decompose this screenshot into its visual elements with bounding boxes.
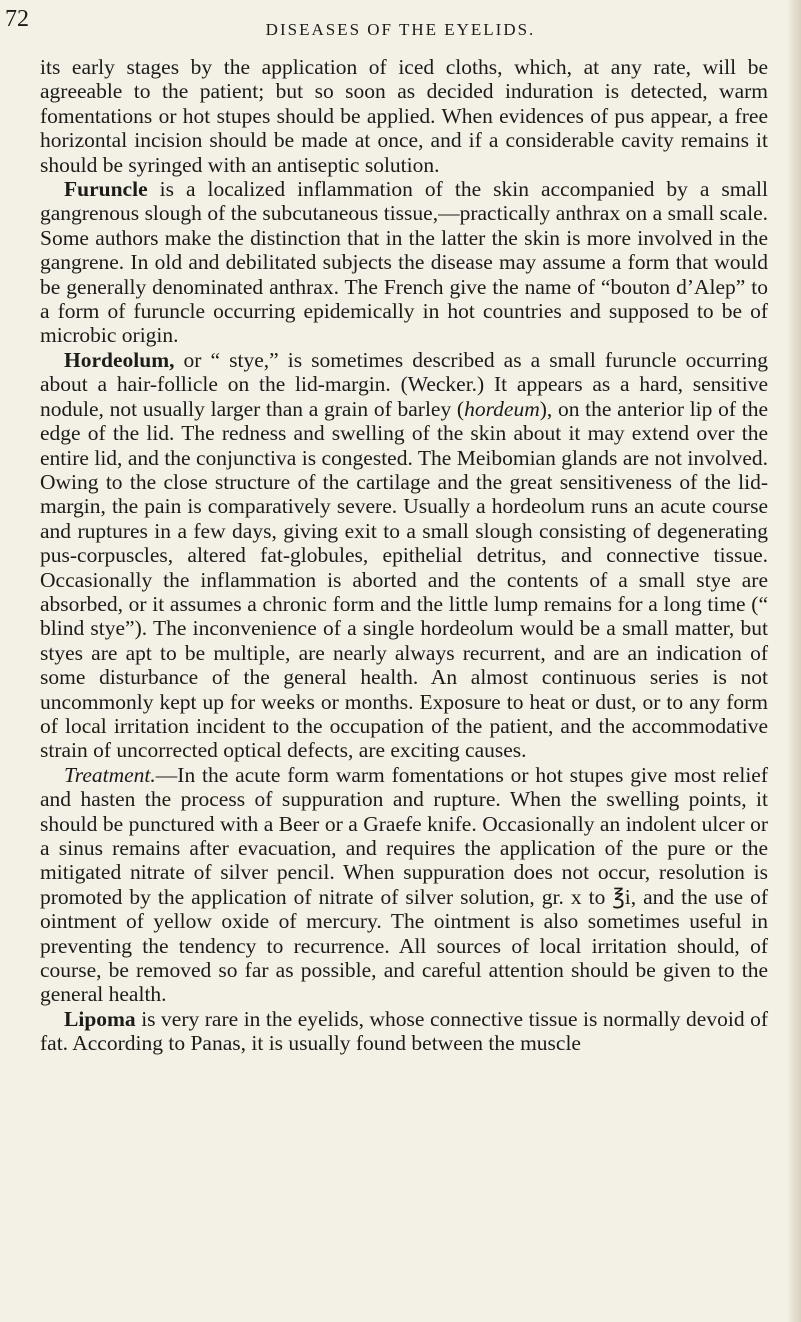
body-text (40, 55, 768, 1056)
running-head: DISEASES OF THE EYELIDS. (265, 20, 536, 39)
page-edge-shadow (787, 0, 801, 1322)
run-in-heading: Lipoma (64, 1006, 136, 1031)
paragraph-hordeolum (40, 348, 768, 763)
paragraph-furuncle (40, 177, 768, 348)
italic-heading: Treatment. (64, 762, 156, 787)
paragraph-text: —In the acute form warm fomentations or hot stupes give most relief and hasten the process of suppuration and rupture. When the swelling points, it should be punctured with a Beer or a Graefe knife. Occasionally an indolent ulcer or a sinus remains after evacuation, and requires the application of the pure or the mitigated nitrate of silver pencil. When suppuration does not occur, resolution is promoted by the application of nitrate of silver solution, gr. x to ℥i, and the use of ointment of yellow oxide of mercury. The ointment is also sometimes useful in preventing the tendency to recurrence. All sources of local irritation should, of course, be removed so far as possible, and careful attention should be given to the general health. (40, 762, 768, 1007)
run-in-heading: Hordeolum, (64, 347, 175, 372)
italic-term: hordeum (464, 396, 540, 421)
paragraph-text: or “ stye,” is sometimes described as a small furuncle occurring about a hair-follicle on the lid-margin. (Wecker.) It appears as a hard, sensitive nodule, not usually larger than a grain of barley ( (40, 347, 768, 421)
paragraph-treatment (40, 763, 768, 1007)
run-in-heading: Furuncle (64, 177, 148, 202)
paragraph-text: ), on the anterior lip of the edge of the lid. The redness and swelling of the skin about it may extend over the entire lid, and the conjunctiva is congested. The Meibomian glands are not involved. Owing to the close structure of the cartilage and the great sensitiveness of the lid-margin, the pain is comparatively severe. Usually a hordeolum runs an acute course and ruptures in a few days, giving exit to a small slough consisting of degenerating pus-corpuscles, altered fat-globules, epithelial detritus, and connective tissue. Occasionally the inflammation is aborted and the contents of a small stye are absorbed, or it assumes a chronic form and the little lump remains for a long time (“ blind stye”). The inconvenience of a single hordeolum would be a small matter, but styes are apt to be multiple, are nearly always recurrent, and are an indication of some disturbance of the general health. An almost continuous series is not uncommonly kept up for weeks or months. Exposure to heat or dust, or to any form of local irritation incident to the occupation of the patient, and the accommodative strain of uncorrected optical defects, are exciting causes. (40, 396, 768, 763)
paragraph-text: is very rare in the eyelids, whose connective tissue is normally devoid of fat. According to Panas, it is usually found between the muscle (40, 1006, 768, 1056)
page-number: 72 (5, 6, 29, 32)
paragraph-continuation (40, 55, 768, 177)
paragraph-text: is a localized inflammation of the skin accompanied by a small gangrenous slough of the subcutaneous tissue,—practically anthrax on a small scale. Some authors make the distinction that in the latter the skin is more involved in the gangrene. In old and debilitated subjects the disease may assume a form that would be generally denominated anthrax. The French give the name of “bouton d’Alep” to a form of furuncle occurring epidemically in hot countries and supposed to be of microbic origin. (40, 177, 768, 348)
paragraph-lipoma (40, 1007, 768, 1056)
paragraph-text: its early stages by the application of iced cloths, which, at any rate, will be agreeable to the patient; but so soon as decided induration is detected, warm fomentations or hot stupes should be applied. When evidences of pus appear, a free horizontal incision should be made at once, and if a considerable cavity remains it should be syringed with an antiseptic solution. (40, 55, 768, 177)
